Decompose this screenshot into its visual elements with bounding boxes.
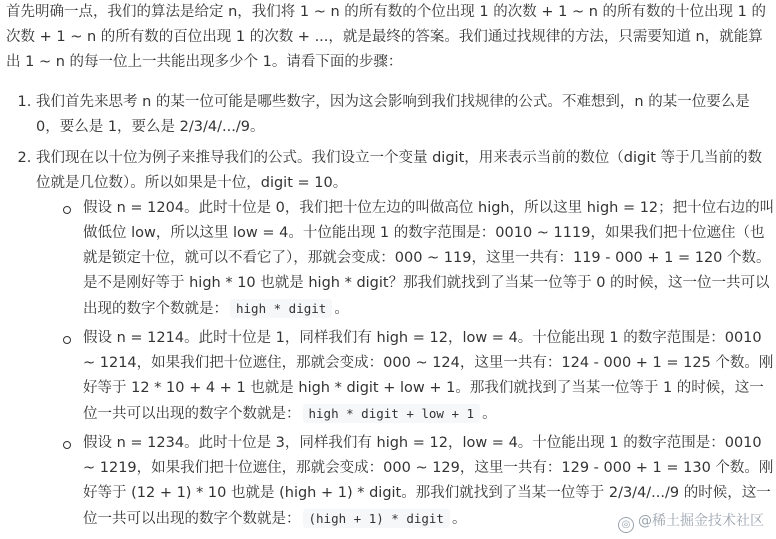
case-text: 假设 n = 1214。此时十位是 1，同样我们有 high = 12，low = 4。十位能出现 1 的数字范围是：0010 ~ 1214，如果我们把十位遮住，那就会变成：000 ~ 124，这里一共有：124 - 000 + 1 = 125 个数。刚好等于 12 * 10 + 4 + 1 也就是 high * digit + low + 1。那我们就找到了当某一位等于 1 的时候，这一位一共可以出现的数字个数就是： [83,330,774,422]
intro-paragraph: 首先明确一点，我们的算法是给定 n，我们将 1 ~ n 的所有数的个位出现 1 的次数 + 1 ~ n 的所有数的十位出现 1 的次数 + 1 ~ n 的所有数的百位出现 1 的次数 + ...，就是最终的答案。我们通过找规律的方法，只需要知道 n，就能算出 1 ~ n 的每一位上一共能出现多少个 1。请看下面的步骤： [6,4,766,70]
cases-list [36,196,776,532]
formula-code: high * digit [230,299,332,318]
step-item-1 [36,90,776,140]
case-end: 。 [451,511,467,527]
site-watermark [616,510,766,533]
step-text: 我们首先来思考 n 的某一位可能是哪些数字，因为这会影响到我们找规律的公式。不难想到，n 的某一位要么是 0，要么是 1，要么是 2/3/4/.../9。 [36,94,750,135]
juejin-logo-icon: ◎ [618,517,634,533]
step-text: 我们现在以十位为例子来推导我们的公式。我们设立一个变量 digit，用来表示当前的数位（digit 等于几当前的数位就是几位数）。所以如果是十位，digit = 10。 [36,150,763,191]
step-item-2 [36,146,776,532]
case-text: 假设 n = 1234。此时十位是 3，同样我们有 high = 12，low = 4。十位能出现 1 的数字范围是：0010 ~ 1219，如果我们把十位遮住，那就会变成：000 ~ 129，这里一共有：129 - 000 + 1 = 130 个数。刚好等于 (12 + 1) * 10 也就是 (high + 1) * digit。那我们就找到了当某一位等于 2/3/4/.../9 的时候，这一位一共可以出现的数字个数就是： [83,435,774,527]
case-end: 。 [334,301,349,317]
case-item-2 [83,326,776,427]
case-text: 假设 n = 1204。此时十位是 0，我们把十位左边的叫做高位 high，所以这里 high = 12；把十位右边的叫做低位 low，所以这里 low = 4。十位能出现 1 的数字范围是：0010 ~ 1119，如果我们把十位遮住（也就是锁定十位，就可以不看它了），那就会变成：000 ~ 119，这里一共有：119 - 000 + 1 = 120 个数。是不是刚好等于 high * 10 也就是 high * digit？那我们就找到了当某一位等于 0 的时候，这一位一共可以出现的数字个数就是： [83,200,775,317]
formula-code: high * digit + low + 1 [303,404,481,423]
case-end: 。 [482,406,497,422]
steps-list [0,90,776,538]
watermark-text: @稀土掘金技术社区 [638,513,764,529]
case-item-1 [83,196,776,322]
formula-code: (high + 1) * digit [303,509,450,528]
